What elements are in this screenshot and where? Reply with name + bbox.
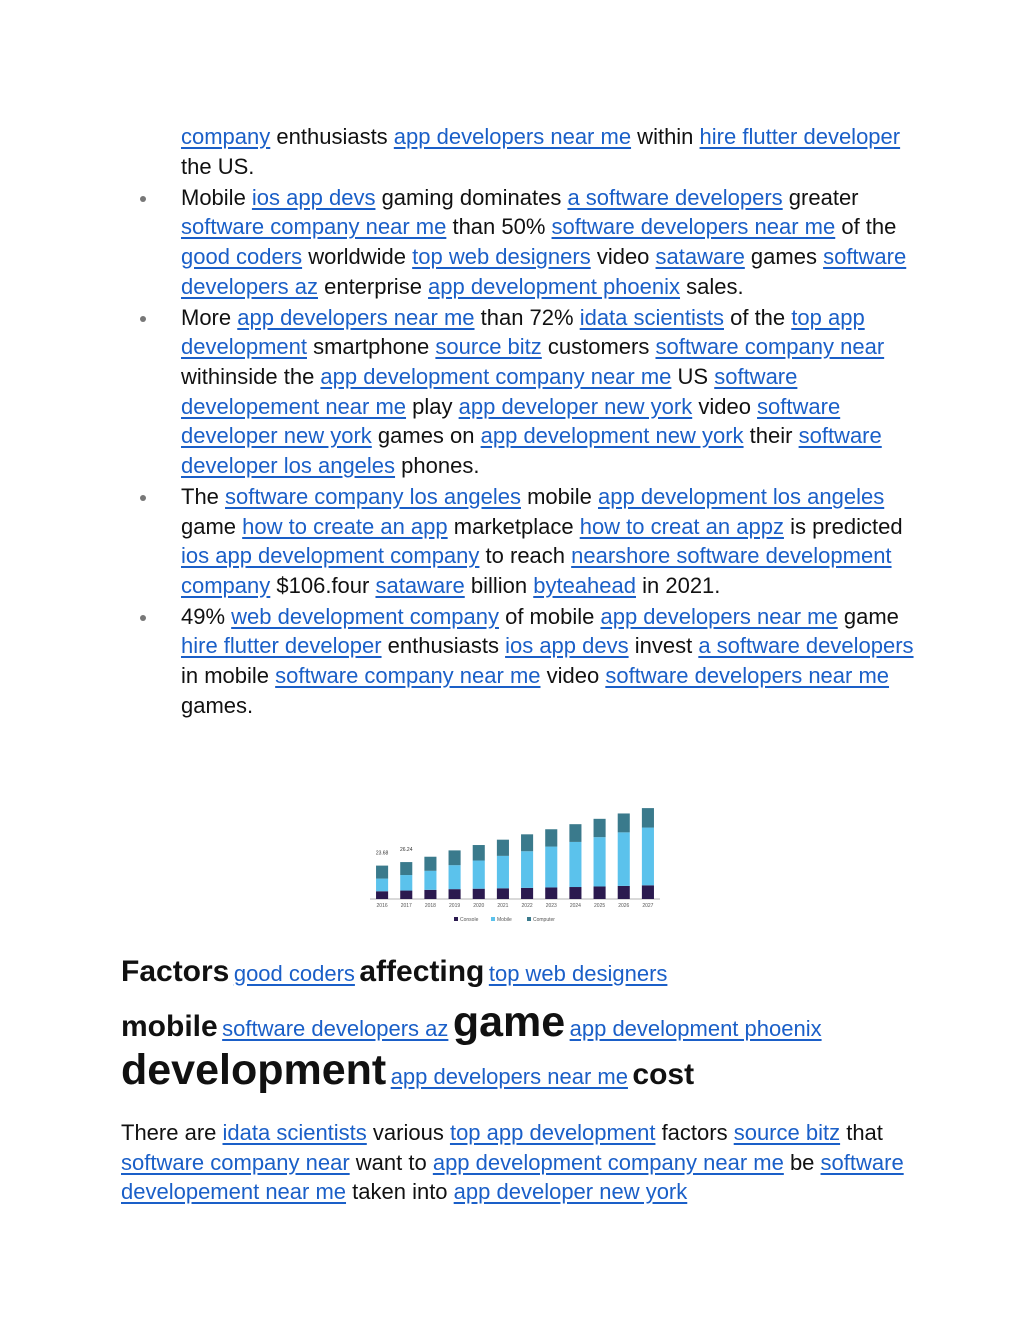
bar-data-label: 26.24 xyxy=(399,847,413,854)
text-run: within xyxy=(631,124,700,149)
bar-segment-computer-2021 xyxy=(497,840,509,856)
x-tick-label: 2016 xyxy=(376,903,388,909)
x-tick-label: 2019 xyxy=(449,903,461,909)
bar-segment-computer-2019 xyxy=(449,850,461,865)
text-run: want to xyxy=(349,1149,433,1175)
text-run: enterprise xyxy=(317,273,429,299)
bar-segment-computer-2022 xyxy=(521,834,533,851)
text-run: games xyxy=(744,243,824,269)
text-run: their xyxy=(743,423,799,449)
inline-link[interactable]: source bitz xyxy=(733,1120,841,1145)
body-paragraph xyxy=(121,1118,921,1207)
text-run: to reach xyxy=(479,543,572,569)
inline-link[interactable]: web development company xyxy=(231,603,499,629)
bar-segment-computer-2023 xyxy=(545,829,557,846)
bar-segment-mobile-2027 xyxy=(642,828,654,886)
bar-segment-computer-2016 xyxy=(376,866,388,879)
inline-link[interactable]: software developers az xyxy=(181,243,907,299)
legend-swatch-mobile xyxy=(491,917,495,921)
heading-word: development xyxy=(121,1046,387,1094)
bar-segment-console-2024 xyxy=(569,887,581,899)
bar-segment-mobile-2020 xyxy=(473,861,485,889)
x-tick-label: 2026 xyxy=(618,903,630,909)
text-run: The xyxy=(181,483,226,509)
list-item xyxy=(121,122,921,181)
text-run: enthusiasts xyxy=(270,124,394,149)
inline-link[interactable]: software developer new york xyxy=(181,393,841,449)
x-tick-label: 2025 xyxy=(594,903,606,909)
text-run: than 50% xyxy=(446,214,552,240)
text-run: various xyxy=(366,1120,450,1145)
inline-link[interactable]: hire flutter developer xyxy=(181,633,382,659)
section-heading-line-2 xyxy=(121,998,921,1046)
inline-link[interactable]: software company near me xyxy=(275,663,541,689)
legend-label-computer: Computer xyxy=(533,917,555,923)
x-tick-label: 2017 xyxy=(400,903,412,909)
text-run: be xyxy=(783,1149,821,1175)
inline-link[interactable]: app developer new york xyxy=(453,1179,688,1205)
inline-link[interactable]: source bitz xyxy=(435,334,542,360)
text-run: than 72% xyxy=(474,304,580,330)
inline-link[interactable]: ios app devs xyxy=(251,184,376,210)
inline-link[interactable]: app developers near me xyxy=(393,124,632,149)
heading-word: mobile xyxy=(121,1010,218,1043)
inline-link[interactable]: software company near xyxy=(121,1149,350,1175)
text-run: invest xyxy=(628,633,699,659)
inline-link[interactable]: software company near xyxy=(655,334,885,360)
text-run: of the xyxy=(835,214,897,240)
text-run: video xyxy=(692,393,758,419)
text-run: in 2021. xyxy=(636,572,721,598)
bar-segment-mobile-2022 xyxy=(521,851,533,888)
inline-link[interactable]: idata scientists xyxy=(579,304,724,330)
inline-link[interactable]: app developers near me xyxy=(600,603,838,629)
bar-segment-mobile-2026 xyxy=(618,832,630,886)
x-tick-label: 2023 xyxy=(545,903,557,909)
inline-link[interactable]: ios app development company xyxy=(181,543,480,569)
bar-segment-console-2017 xyxy=(400,891,412,899)
text-run: More xyxy=(181,304,238,330)
bar-segment-console-2023 xyxy=(545,887,557,899)
inline-link[interactable]: nearshore software development company xyxy=(181,543,892,598)
text-run: 49% xyxy=(181,603,232,629)
inline-link[interactable]: byteahead xyxy=(533,572,636,598)
inline-link[interactable]: software developers near me xyxy=(551,214,836,240)
bar-segment-console-2022 xyxy=(521,888,533,899)
inline-link[interactable]: idata scientists xyxy=(222,1120,367,1145)
x-tick-label: 2027 xyxy=(642,903,654,909)
bullet-list xyxy=(121,122,921,722)
bar-segment-console-2020 xyxy=(473,889,485,899)
inline-link[interactable]: how to creat an appz xyxy=(579,513,784,539)
text-run: customers xyxy=(541,334,656,360)
x-tick-label: 2018 xyxy=(424,903,436,909)
section-heading-line-3 xyxy=(121,1046,921,1096)
text-run: smartphone xyxy=(306,334,436,360)
inline-link[interactable]: a software developers xyxy=(698,633,914,659)
heading-link[interactable]: software developers az xyxy=(222,1016,449,1041)
bar-segment-computer-2027 xyxy=(642,808,654,827)
text-run: gaming dominates xyxy=(375,184,568,210)
bar-segment-mobile-2017 xyxy=(400,875,412,891)
text-run: game xyxy=(837,603,899,629)
bullet-dot-icon xyxy=(140,495,146,501)
text-run: of mobile xyxy=(498,603,601,629)
text-run: is predicted xyxy=(783,513,903,539)
bar-segment-computer-2020 xyxy=(473,845,485,861)
bar-segment-console-2019 xyxy=(449,889,461,899)
text-run: game xyxy=(181,513,243,539)
legend-label-mobile: Mobile xyxy=(497,917,512,923)
bar-segment-mobile-2023 xyxy=(545,847,557,888)
inline-link[interactable]: software developement near me xyxy=(181,363,798,419)
text-run: games. xyxy=(181,692,254,718)
bar-segment-mobile-2018 xyxy=(424,871,436,890)
text-run: worldwide xyxy=(302,243,413,269)
text-run: greater xyxy=(782,184,859,210)
text-run: factors xyxy=(655,1120,734,1145)
inline-link[interactable]: app developer new york xyxy=(458,393,693,419)
bar-data-label: 23.68 xyxy=(375,850,389,857)
text-run: $106.four xyxy=(270,572,376,598)
bar-segment-console-2025 xyxy=(594,886,606,899)
inline-link[interactable]: sataware xyxy=(655,243,745,269)
text-run: that xyxy=(840,1120,883,1145)
inline-link[interactable]: good coders xyxy=(181,243,303,269)
inline-link[interactable]: a software developers xyxy=(567,184,783,210)
bar-segment-computer-2025 xyxy=(594,819,606,837)
inline-link[interactable]: top app development xyxy=(449,1120,656,1145)
text-run: phones. xyxy=(395,452,480,478)
section-heading-line-1 xyxy=(121,952,921,992)
inline-link[interactable]: app development los angeles xyxy=(598,483,885,509)
inline-link[interactable]: top web designers xyxy=(412,243,591,269)
list-item xyxy=(121,482,921,600)
heading-word: Factors xyxy=(121,955,230,988)
inline-link[interactable]: software developement near me xyxy=(121,1149,904,1205)
text-run: taken into xyxy=(346,1179,454,1205)
heading-link[interactable]: app development phoenix xyxy=(569,1016,822,1041)
inline-link[interactable]: software developer los angeles xyxy=(181,423,882,478)
bar-segment-console-2016 xyxy=(376,891,388,899)
text-run: sales. xyxy=(680,273,744,299)
bar-segment-mobile-2019 xyxy=(449,865,461,889)
text-run: video xyxy=(540,663,606,689)
bar-segment-mobile-2025 xyxy=(594,837,606,886)
bar-segment-console-2027 xyxy=(642,885,654,899)
inline-link[interactable]: company xyxy=(181,124,271,149)
text-run: US xyxy=(671,363,715,389)
legend-swatch-computer xyxy=(527,917,531,921)
text-run: play xyxy=(406,393,459,419)
bullet-dot-icon xyxy=(140,615,146,621)
text-run: enthusiasts xyxy=(381,633,506,659)
bar-segment-computer-2024 xyxy=(569,824,581,842)
heading-link[interactable]: good coders xyxy=(233,961,355,986)
list-item xyxy=(121,602,921,720)
heading-word: game xyxy=(452,998,566,1046)
text-run: of the xyxy=(724,304,792,330)
x-tick-label: 2024 xyxy=(569,903,581,909)
bar-segment-console-2026 xyxy=(618,886,630,899)
text-run: marketplace xyxy=(447,513,580,539)
bar-segment-mobile-2021 xyxy=(497,856,509,888)
bar-segment-mobile-2024 xyxy=(569,842,581,887)
inline-link[interactable]: sataware xyxy=(375,572,465,598)
inline-link[interactable]: app developers near me xyxy=(237,304,475,330)
legend-swatch-console xyxy=(454,917,458,921)
legend-label-console: Console xyxy=(460,917,479,923)
bar-segment-mobile-2016 xyxy=(376,879,388,892)
inline-link[interactable]: ios app devs xyxy=(505,633,629,659)
heading-link[interactable]: app developers near me xyxy=(390,1064,628,1089)
text-run: games on xyxy=(371,423,481,449)
bar-segment-computer-2018 xyxy=(424,857,436,871)
text-run: billion xyxy=(464,572,534,598)
text-run: mobile xyxy=(520,483,599,509)
x-tick-label: 2021 xyxy=(497,903,509,909)
heading-word: cost xyxy=(632,1058,695,1091)
text-run: video xyxy=(590,243,656,269)
inline-link[interactable]: software developers near me xyxy=(605,663,890,689)
inline-link[interactable]: app development phoenix xyxy=(428,273,681,299)
inline-link[interactable]: top app development xyxy=(181,304,865,360)
inline-link[interactable]: app development company near me xyxy=(432,1149,784,1175)
inline-link[interactable]: hire flutter developer xyxy=(699,124,901,149)
bullet-dot-icon xyxy=(140,196,146,202)
x-tick-label: 2020 xyxy=(473,903,485,909)
list-item xyxy=(121,303,921,481)
bar-segment-console-2018 xyxy=(424,890,436,899)
inline-link[interactable]: app development company near me xyxy=(320,363,672,389)
x-tick-label: 2022 xyxy=(521,903,533,909)
text-run: Mobile xyxy=(181,184,252,210)
text-run: in mobile xyxy=(181,663,276,689)
bullet-dot-icon xyxy=(140,316,146,322)
heading-word: affecting xyxy=(359,955,485,988)
inline-link[interactable]: app development new york xyxy=(480,423,744,449)
heading-link[interactable]: top web designers xyxy=(488,961,668,986)
text-run: the US. xyxy=(181,153,255,179)
game-market-stacked-bar-chart xyxy=(364,800,664,930)
bar-segment-console-2021 xyxy=(497,888,509,899)
inline-link[interactable]: software company near me xyxy=(181,214,447,240)
text-run: There are xyxy=(121,1120,223,1145)
bar-segment-computer-2026 xyxy=(618,813,630,832)
bar-segment-computer-2017 xyxy=(400,862,412,875)
inline-link[interactable]: software company los angeles xyxy=(225,483,521,509)
text-run: withinside the xyxy=(181,363,321,389)
inline-link[interactable]: how to create an app xyxy=(242,513,448,539)
list-item xyxy=(121,183,921,301)
